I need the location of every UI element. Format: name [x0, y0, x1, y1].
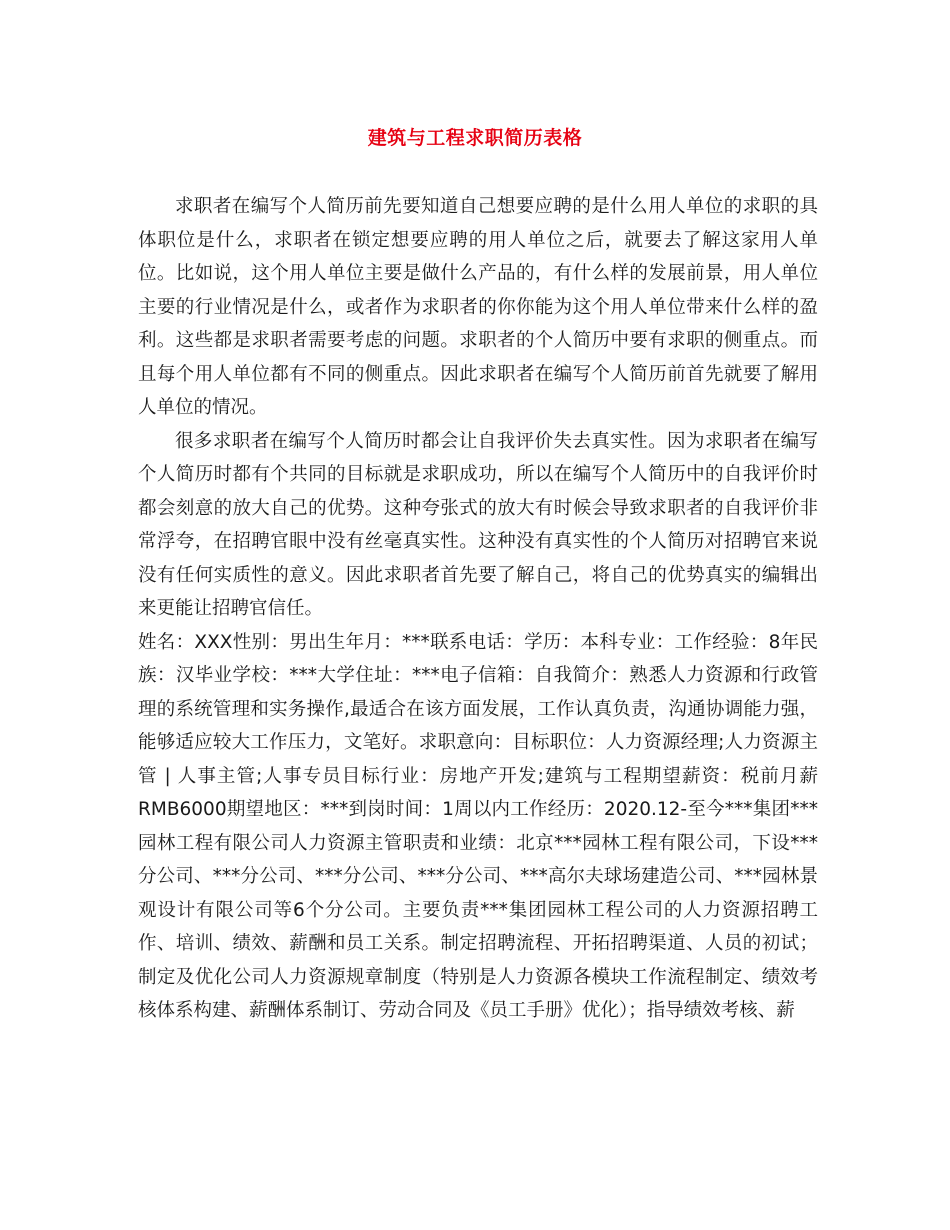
paragraph-2: 很多求职者在编写个人简历时都会让自我评价失去真实性。因为求职者在编写个人简历时都有个共同的目标就是求职成功，所以在编写个人简历中的自我评价时都会刻意的放大自己的优势。这种夸张式的放大有时候会导致求职者的自我评价非常浮夸，在招聘官眼中没有丝毫真实性。这种没有真实性的个人简历对招聘官来说没有任何实质性的意义。因此求职者首先要了解自己，将自己的优势真实的编辑出来更能让招聘官信任。 — [138, 430, 818, 619]
resume-details: 姓名：XXX性别：男出生年月：***联系电话：学历：本科专业：工作经验：8年民族：汉毕业学校：***大学住址：***电子信箱：自我简介：熟悉人力资源和行政管理的系统管理和实务操作,最适合在该方面发展，工作认真负责，沟通协调能力强，能够适应较大工作压力，文笔好。求职意向：目标职位：人力资源经理;人力资源主管 | 人事主管;人事专员目标行业：房地产开发;建筑与工程期望薪资：税前月薪RMB6000期望地区：***到岗时间：1周以内工作经历：2020.12-至今***集团***园林工程有限公司人力资源主管职责和业绩：北京***园林工程有限公司，下设***分公司、***分公司、***分公司、***分公司、***高尔夫球场建造公司、***园林景观设计有限公司等6个分公司。主要负责***集团园林工程公司的人力资源招聘工作、培训、绩效、薪酬和员工关系。制定招聘流程、开拓招聘渠道、人员的初试；制定及优化公司人力资源规章制度（特别是人力资源各模块工作流程制定、绩效考核体系构建、薪酬体系制订、劳动合同及《员工手册》优化）；指导绩效考核、薪 — [138, 631, 818, 1021]
paragraph-1: 求职者在编写个人简历前先要知道自己想要应聘的是什么用人单位的求职的具体职位是什么，求职者在锁定想要应聘的用人单位之后，就要去了解这家用人单位。比如说，这个用人单位主要是做什么产品的，有什么样的发展前景，用人单位主要的行业情况是什么，或者作为求职者的你你能为这个用人单位带来什么样的盈利。这些都是求职者需要考虑的问题。求职者的个人简历中要有求职的侧重点。而且每个用人单位都有不同的侧重点。因此求职者在编写个人简历前首先就要了解用人单位的情况。 — [138, 196, 818, 418]
document-body — [138, 190, 818, 1028]
document-title: 建筑与工程求职简历表格 — [367, 127, 583, 149]
